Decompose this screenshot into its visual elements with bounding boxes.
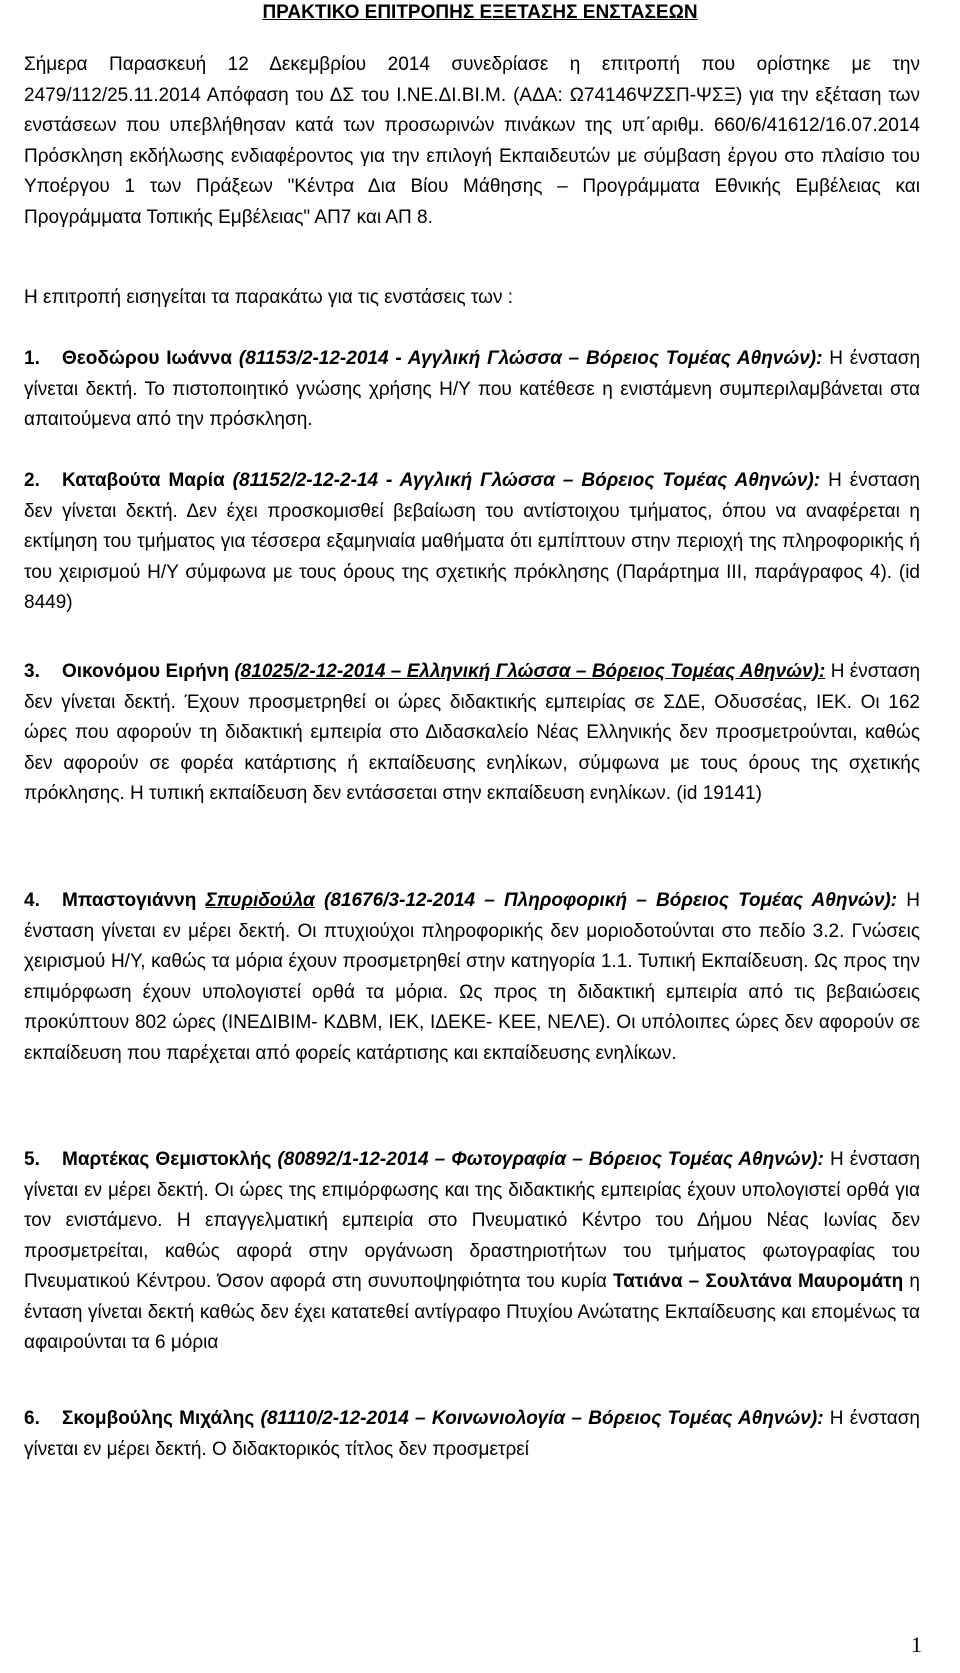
item-ref: (81110/2-12-2014 – Κοινωνιολογία – Βόρειος Τομέας Αθηνών): — [260, 1408, 824, 1429]
item-ref: (81025/2-12-2014 – Ελληνική Γλώσσα – Βόρειος Τομέας Αθηνών): — [234, 661, 826, 682]
objection-item-1 — [24, 344, 920, 436]
item-text: Η ένσταση γίνεται δεκτή. Το πιστοποιητικό γνώσης χρήσης Η/Υ που κατέθεσε η ενιστάμενη συμπεριλαμβάνεται στα απαιτούμενα από την πρόσκληση. — [24, 348, 921, 430]
item-name: Οικονόμου Ειρήνη — [62, 661, 229, 682]
objection-item-2 — [24, 466, 920, 619]
item-bold-name: Τατιάνα – Σουλτάνα Μαυρομάτη — [612, 1271, 904, 1292]
objection-item-6 — [24, 1404, 920, 1465]
item-ref: (81152/2-12-2-14 - Αγγλική Γλώσσα – Βόρειος Τομέας Αθηνών): — [232, 470, 821, 491]
item-text: Η ένσταση γίνεται εν μέρει δεκτή. Οι πτυχιούχοι πληροφορικής δεν μοριοδοτούνται στο πεδίο 3.2. Γνώσεις χειρισμού Η/Υ, καθώς τα μόρια έχουν προσμετρηθεί στην κατηγορία 1.1. Τυπική Εκπαίδευση. Ως προς την επιμόρφωση έχουν υπολογιστεί ορθά τα μόρια. Ως προς τη διδακτική εμπειρία από τις βεβαιώσεις προκύπτουν 802 ώρες (ΙΝΕΔΙΒΙΜ- ΚΔΒΜ, ΙΕΚ, ΙΔΕΚΕ- ΚΕΕ, ΝΕΛΕ). Οι υπόλοιπες ώρες δεν αφορούν σε εκπαίδευση που παρέχεται από φορείς κατάρτισης και εκπαίδευσης ενηλίκων. — [24, 890, 920, 1064]
page-number: 1 — [911, 1632, 922, 1657]
item-text: Η ένσταση γίνεται εν μέρει δεκτή. Ο διδακτορικός τίτλος δεν προσμετρεί — [24, 1408, 920, 1460]
item-name: Καταβούτα Μαρία — [62, 470, 225, 491]
page-title: ΠΡΑΚΤΙΚΟ ΕΠΙΤΡΟΠΗΣ ΕΞΕΤΑΣΗΣ ΕΝΣΤΑΣΕΩΝ — [262, 2, 698, 23]
item-number: 3. — [24, 661, 40, 682]
item-number: 4. — [24, 890, 40, 911]
objection-item-3 — [24, 657, 920, 810]
item-text: Η ένσταση δεν γίνεται δεκτή. Έχουν προσμετρηθεί οι ώρες διδακτικής εμπειρίας σε ΣΔΕ, Οδυσσέας, ΙΕΚ. Οι 162 ώρες που αφορούν τη διδακτική εμπειρία στο Διδασκαλείο Νέας Ελληνικής δεν προσμετρούνται, καθώς δεν αφορούν σε φορέα κατάρτισης ή εκπαίδευσης ενηλίκων, σύμφωνα με τους όρους της σχετικής πρόκλησης. Η τυπική εκπαίδευση δεν εντάσσεται στην εκπαίδευση ενηλίκων. (id 19141) — [24, 661, 921, 804]
item-name: Σκομβούλης Μιχάλης — [62, 1408, 255, 1429]
item-ref: (81676/3-12-2014 – Πληροφορική – Βόρειος Τομέας Αθηνών): — [324, 890, 898, 911]
item-number: 2. — [24, 470, 40, 491]
item-text-2: η ένταση γίνεται δεκτή καθώς δεν έχει κατατεθεί αντίγραφο Πτυχίου Ανώτατης Εκπαίδευσης και επομένως τα αφαιρούνται τα 6 μόρια — [24, 1271, 920, 1353]
item-number: 6. — [24, 1408, 40, 1429]
objection-item-4 — [24, 886, 920, 1069]
item-ref: (80892/1-12-2014 – Φωτογραφία – Βόρειος Τομέας Αθηνών): — [277, 1149, 824, 1170]
item-name: Μαρτέκας Θεμιστοκλής — [62, 1149, 272, 1170]
item-text: Η ένσταση δεν γίνεται δεκτή. Δεν έχει προσκομισθεί βεβαίωση του αντίστοιχου τμήματος, όπου να αναφέρεται η εκτίμηση του τμήματος για τέσσερα εξαμηνιαία μαθήματα ότι εμπίπτουν στην περιοχή της πληροφορικής ή του χειρισμού Η/Υ σύμφωνα με τους όρους της σχετικής πρόκλησης (Παράρτημα ΙΙΙ, παράγραφος 4). (id 8449) — [24, 470, 920, 613]
lead-paragraph: Η επιτροπή εισηγείται τα παρακάτω για τις ενστάσεις των : — [24, 287, 514, 308]
item-name: Μπαστογιάννη — [62, 890, 197, 911]
intro-paragraph: Σήμερα Παρασκευή 12 Δεκεμβρίου 2014 συνεδρίασε η επιτροπή που ορίστηκε με την 2479/112/25.11.2014 Απόφαση του ΔΣ του Ι.ΝΕ.ΔΙ.ΒΙ.Μ. (ΑΔΑ: Ω74146ΨΖΣΠ-ΨΣΞ) για την εξέταση των ενστάσεων που υπεβλήθησαν κατά των προσωρινών πινάκων της υπ΄αριθμ. 660/6/41612/16.07.2014 Πρόσκληση εκδήλωσης ενδιαφέροντος για την επιλογή Εκπαιδευτών με σύμβαση έργου στο πλαίσιο του Υποέργου 1 των Πράξεων "Κέντρα Δια Βίου Μάθησης – Προγράμματα Εθνικής Εμβέλειας και Προγράμματα Τοπικής Εμβέλειας" ΑΠ7 και ΑΠ 8. — [24, 54, 920, 228]
item-name-2: Σπυριδούλα — [205, 890, 315, 911]
item-number: 1. — [24, 348, 40, 369]
objection-item-5 — [24, 1145, 920, 1359]
item-name: Θεοδώρου Ιωάννα — [62, 348, 233, 369]
item-text: Η ένσταση γίνεται εν μέρει δεκτή. Οι ώρες της επιμόρφωσης και της διδακτικής εμπειρίας έχουν υπολογιστεί ορθά για τον ενιστάμενο. Η επαγγελματική εμπειρία στο Πνευματικό Κέντρο του Δήμου Νέας Ιωνίας δεν προσμετρείται, καθώς αφορά στην οργάνωση δραστηριοτήτων του τμήματος φωτογραφίας του Πνευματικού Κέντρου. Όσον αφορά στη συνυποψηφιότητα του κυρία — [24, 1149, 920, 1292]
item-number: 5. — [24, 1149, 40, 1170]
item-ref: (81153/2-12-2014 - Αγγλική Γλώσσα – Βόρειος Τομέας Αθηνών): — [238, 348, 823, 369]
